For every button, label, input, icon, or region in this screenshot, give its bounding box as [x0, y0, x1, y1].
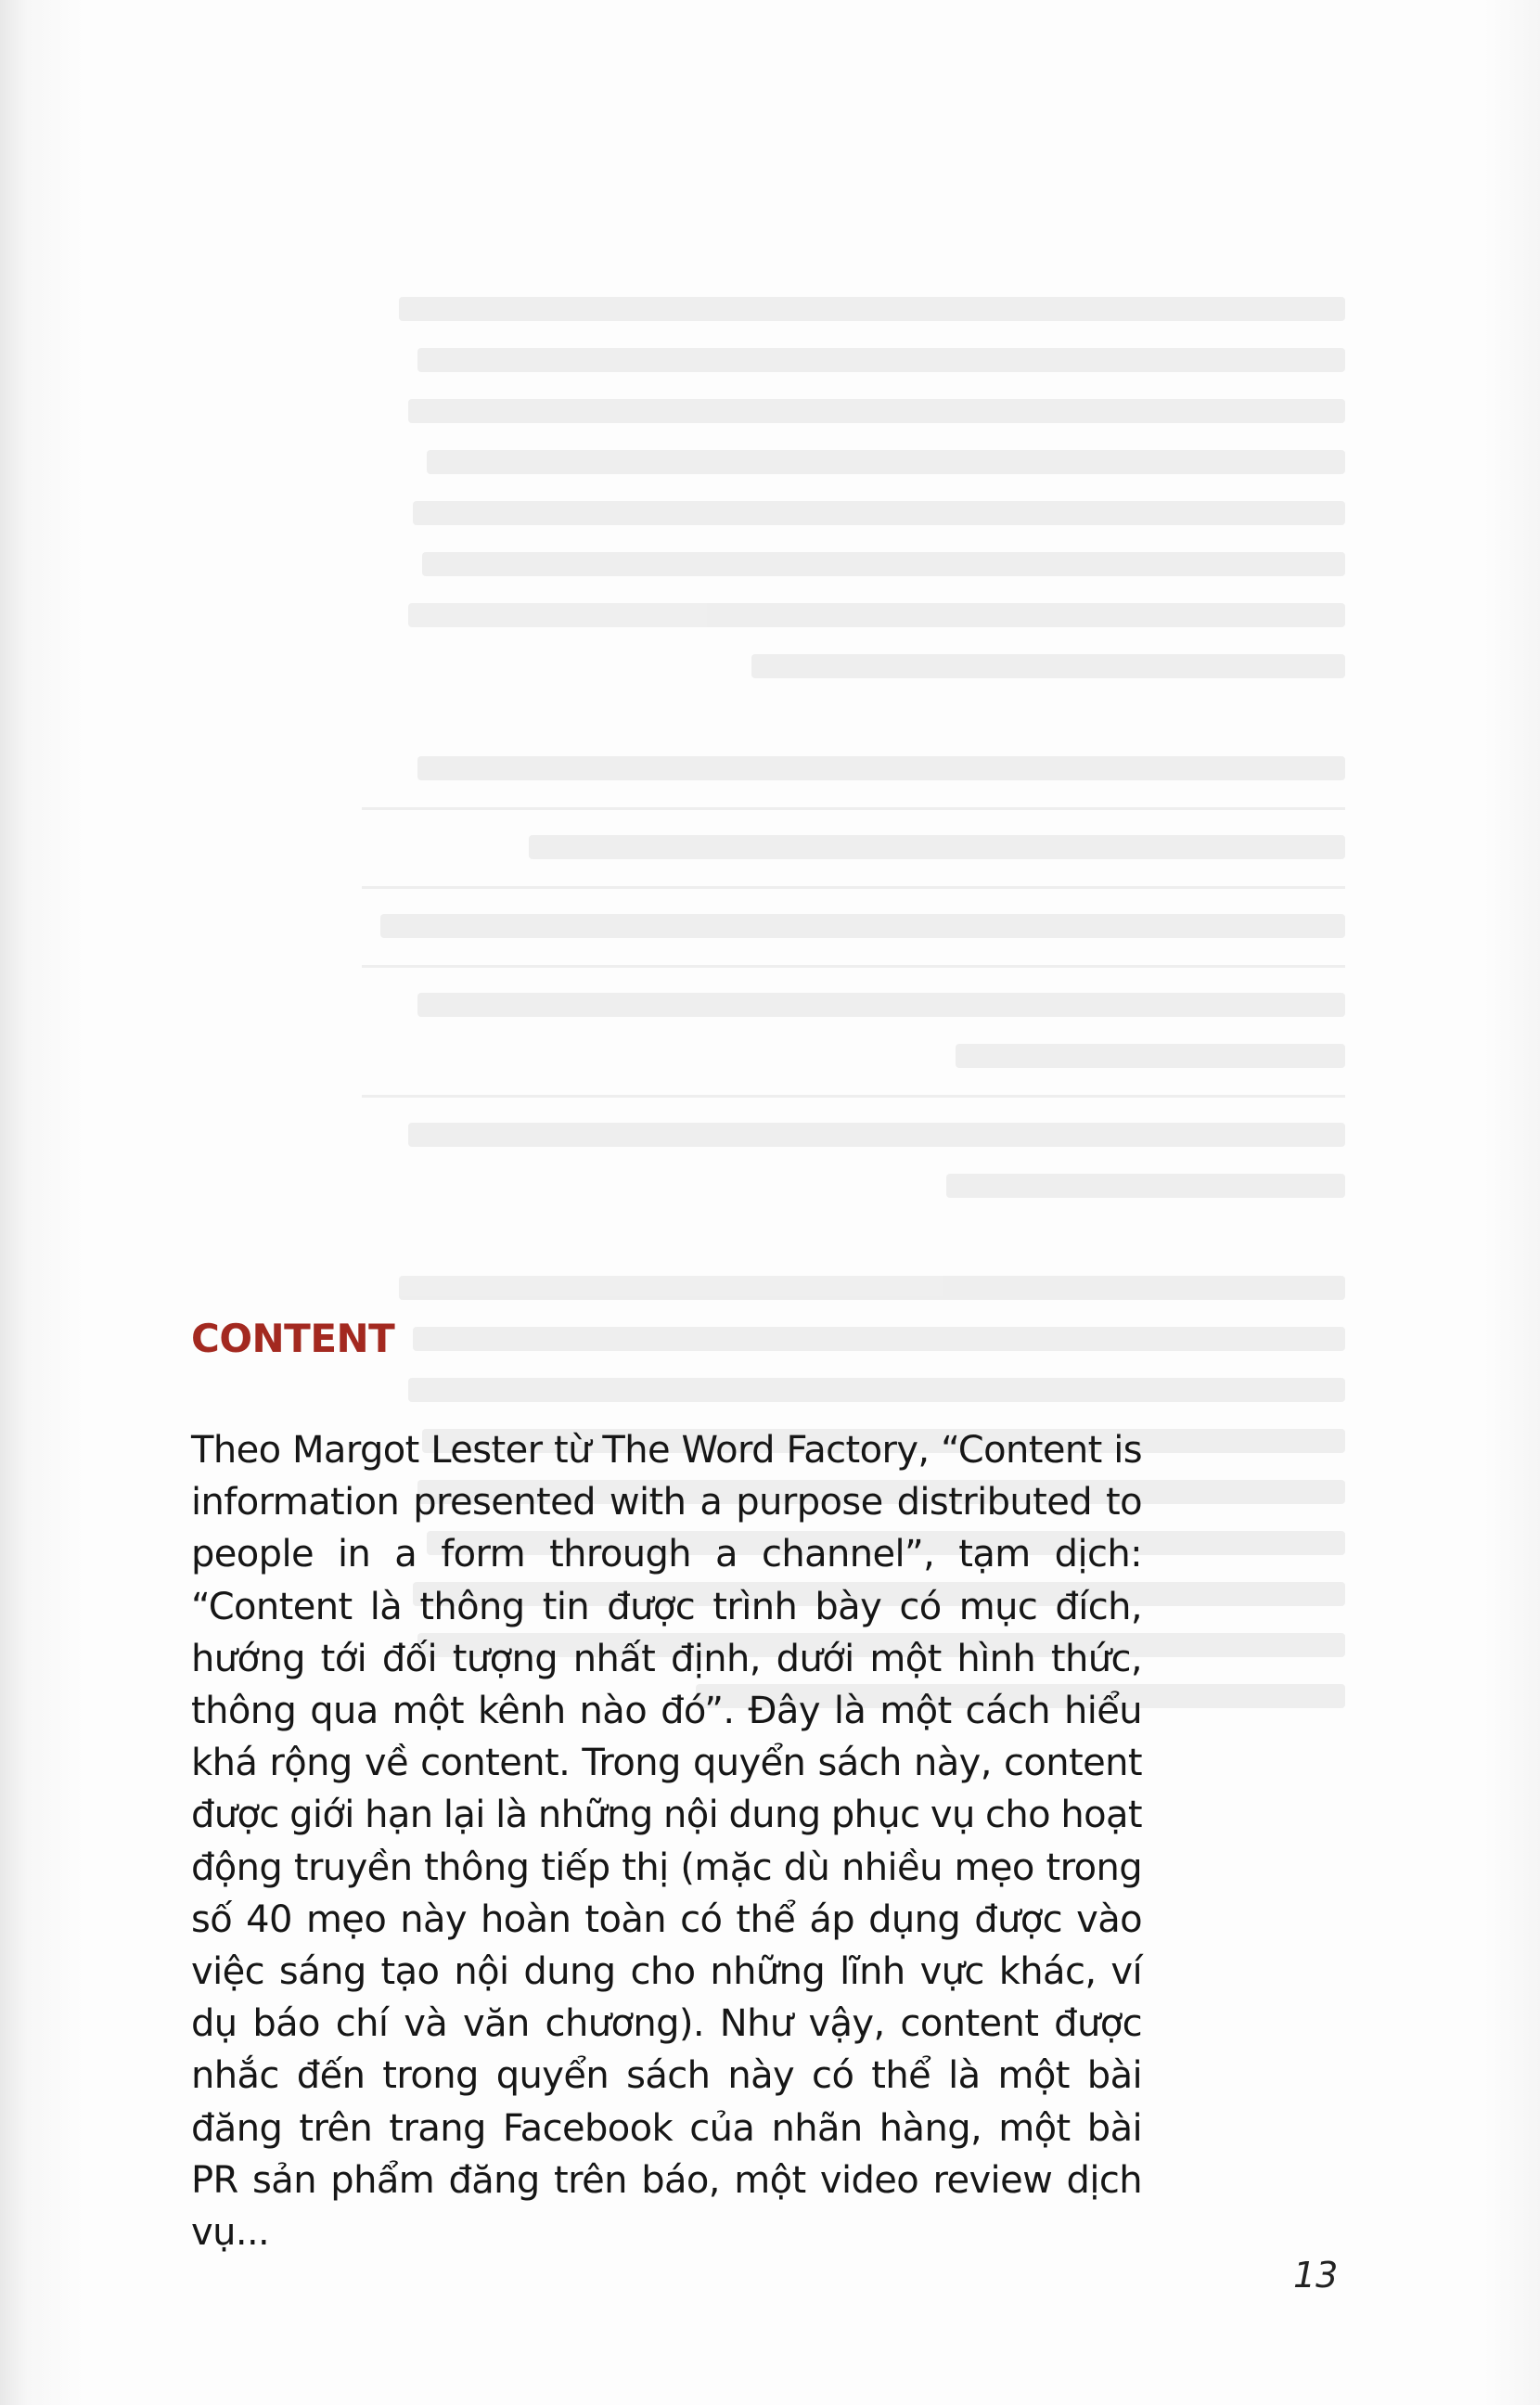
section-body-paragraph: Theo Margot Lester từ The Word Factory, “Content is information presented with a purpose distributed to people in a form through a channel”, tạm dịch: “Content là thông tin được trình bày có mục đích, hướng tới đối tượng nhất định, dưới một hình thức, thông qua một kênh nào đó”. Đây là một cách hiểu khá rộng về content. Trong quyển sách này, content được giới hạn lại là những nội dung phục vụ cho hoạt động truyền thông tiếp thị (mặc dù nhiều mẹo trong số 40 mẹo này hoàn toàn có thể áp dụng được vào việc sáng tạo nội dung cho những lĩnh vực khác, ví dụ báo chí và văn chương). Như vậy, content được nhắc đến trong quyển sách này có thể là một bài đăng trên trang Facebook của nhãn hàng, một bài PR sản phẩm đăng trên báo, một video review dịch vụ...: [191, 1429, 1142, 2255]
section-heading: CONTENT: [191, 1316, 395, 1361]
page-number: 13: [1293, 2255, 1339, 2296]
